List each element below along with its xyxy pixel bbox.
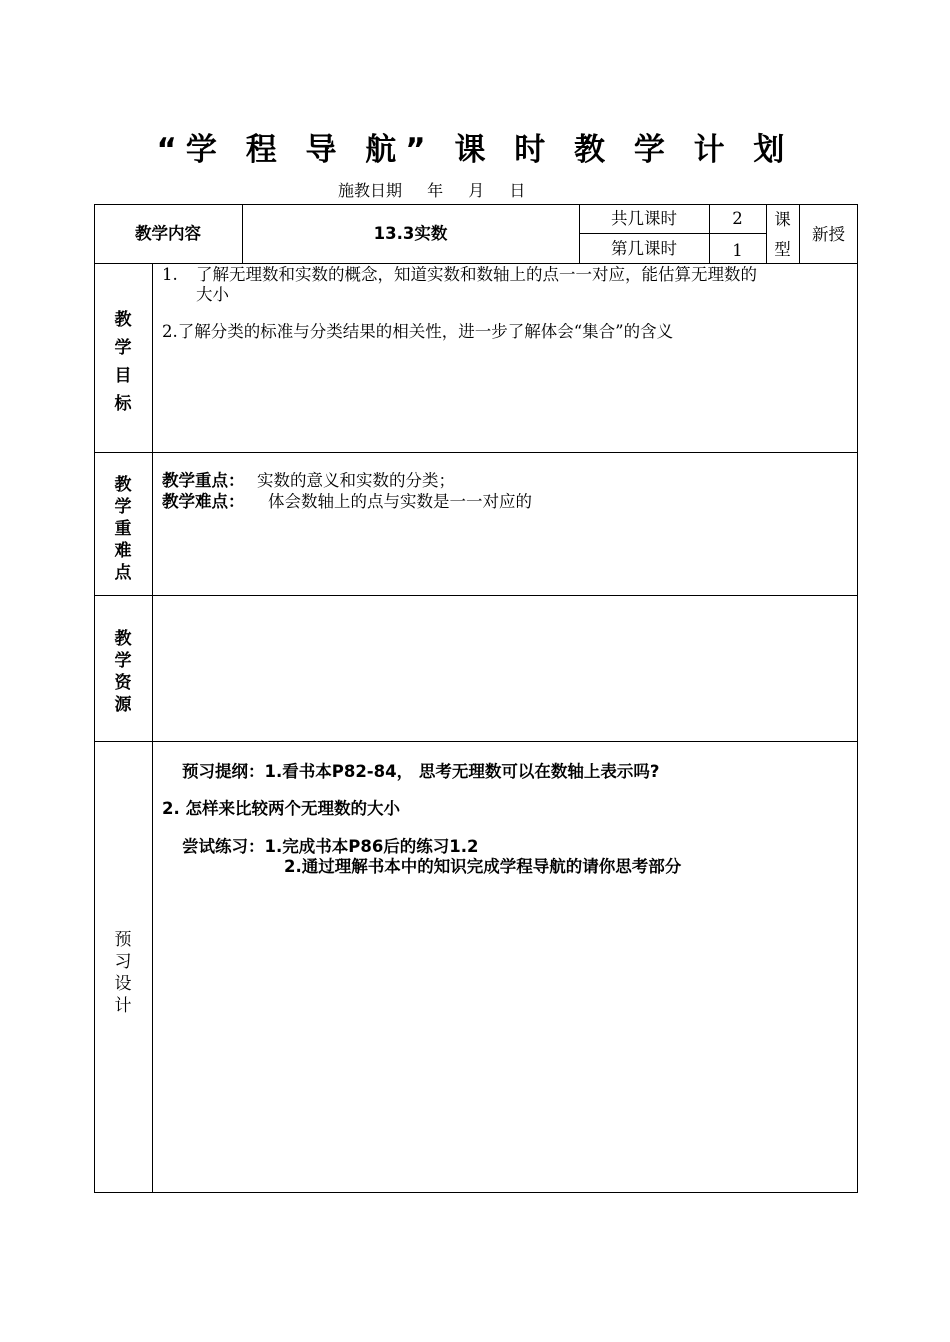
divider xyxy=(579,233,767,234)
label-char: 预 xyxy=(114,930,132,950)
date-line xyxy=(338,178,545,201)
row-divider xyxy=(94,452,858,453)
table-border-right xyxy=(857,204,858,1193)
date-month: 月 xyxy=(468,181,485,200)
row-divider xyxy=(94,595,858,596)
label-char: 标 xyxy=(114,394,132,414)
date-label: 施教日期 xyxy=(338,181,403,200)
preview-outline: 预习提纲：1.看书本P82-84， 思考无理数可以在数轴上表示吗? xyxy=(182,762,660,781)
preview-practice-2: 2.通过理解书本中的知识完成学程导航的请你思考部分 xyxy=(284,857,682,876)
page-title: “学 程 导 航” 课 时 教 学 计 划 xyxy=(156,132,794,168)
goal-item-2: 2.了解分类的标准与分类结果的相关性，进一步了解体会“集合”的含义 xyxy=(162,322,674,341)
label-column-divider xyxy=(152,263,153,1193)
goals-label xyxy=(94,306,152,418)
preview-item-2: 2. 怎样来比较两个无理数的大小 xyxy=(162,799,400,818)
label-char: 学 xyxy=(114,338,132,358)
goal-item-1-line-2: 大小 xyxy=(196,285,229,304)
label-char: 设 xyxy=(114,974,132,994)
label-char: 目 xyxy=(114,366,132,386)
resources-label xyxy=(94,628,152,716)
type-label-2: 型 xyxy=(774,240,791,259)
focus-text: 实数的意义和实数的分类； xyxy=(257,471,455,490)
table-border-bottom xyxy=(94,1192,858,1193)
total-hours-label: 共几课时 xyxy=(611,209,677,228)
focus-label: 教学重点： xyxy=(162,471,245,490)
label-char: 学 xyxy=(114,497,132,517)
preview-practice-1: 尝试练习：1.完成书本P86后的练习1.2 xyxy=(182,837,479,856)
row-divider xyxy=(94,741,858,742)
label-char: 资 xyxy=(114,673,132,693)
nth-hour-label: 第几课时 xyxy=(611,239,677,258)
goal-item-1-line-1: 了解无理数和实数的概念，知道实数和数轴上的点一一对应，能估算无理数的 xyxy=(196,265,757,284)
nth-hour-value: 1 xyxy=(732,241,743,260)
date-day: 日 xyxy=(509,181,526,200)
label-char: 教 xyxy=(114,629,132,649)
lesson-plan-table xyxy=(94,204,858,1193)
table-border-top xyxy=(94,204,858,205)
goal-item-1-number: 1. xyxy=(162,265,178,284)
label-char: 计 xyxy=(114,996,132,1016)
content-value: 13.3实数 xyxy=(373,224,448,243)
type-label-1: 课 xyxy=(774,210,791,229)
label-char: 点 xyxy=(114,563,132,583)
difficulty-text: 体会数轴上的点与实数是一一对应的 xyxy=(268,492,532,511)
label-char: 难 xyxy=(114,541,132,561)
total-hours-value: 2 xyxy=(732,209,743,228)
difficulty-label: 教学难点： xyxy=(162,492,245,511)
label-char: 重 xyxy=(114,519,132,539)
preview-label xyxy=(94,929,152,1017)
content-label: 教学内容 xyxy=(135,224,201,243)
label-char: 学 xyxy=(114,651,132,671)
label-char: 习 xyxy=(114,952,132,972)
type-value: 新授 xyxy=(812,225,845,244)
label-char: 源 xyxy=(114,695,132,715)
label-char: 教 xyxy=(114,310,132,330)
label-char: 教 xyxy=(114,475,132,495)
date-year: 年 xyxy=(427,181,444,200)
keypoints-label xyxy=(94,474,152,584)
